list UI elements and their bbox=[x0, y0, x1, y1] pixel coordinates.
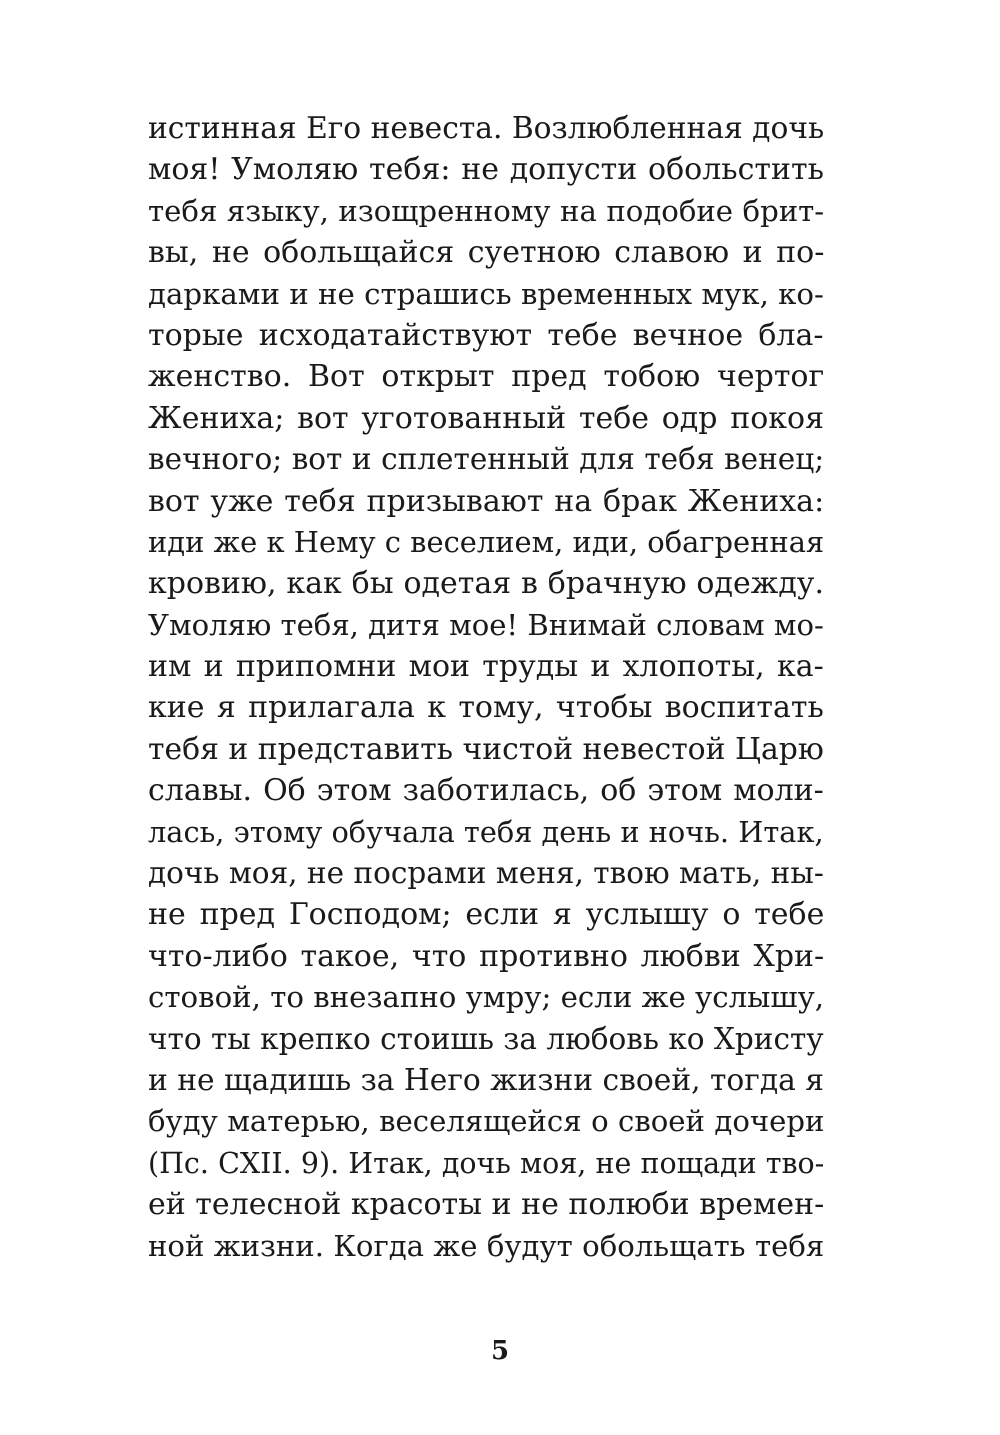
text-line: стовой, то внезапно умру; если же услышу, bbox=[148, 980, 825, 1015]
text-line: что-либо такое, что противно любви Хри- bbox=[148, 938, 825, 974]
text-line: кровию, как бы одетая в брачную одежду. bbox=[148, 566, 824, 602]
page-number: 5 bbox=[490, 1336, 510, 1366]
text-line: вечного; вот и сплетенный для тебя венец; bbox=[148, 442, 825, 477]
text-line: тебя и представить чистой невестой Царю bbox=[148, 731, 824, 767]
text-line: и не щадишь за Него жизни своей, тогда я bbox=[148, 1062, 824, 1098]
text-line: буду матерью, веселящейся о своей дочери bbox=[148, 1104, 825, 1139]
text-line: женство. Вот открыт пред тобою чертог bbox=[148, 359, 825, 395]
body-text bbox=[148, 108, 824, 1267]
text-line: лась, этому обучала тебя день и ночь. Итак, bbox=[148, 814, 824, 849]
text-line: дарками и не страшись временных мук, ко- bbox=[148, 276, 824, 311]
text-line: им и припомни мои труды и хлопоты, ка- bbox=[148, 649, 824, 685]
text-line: ей телесной красоты и не полюби времен- bbox=[148, 1187, 825, 1223]
text-line: Умоляю тебя, дитя мое! Внимай словам мо- bbox=[148, 607, 824, 642]
text-line: ной жизни. Когда же будут обольщать тебя bbox=[148, 1228, 825, 1263]
text-line: тебя языку, изощренному на подобие брит- bbox=[148, 193, 825, 228]
text-line: не пред Господом; если я услышу о тебе bbox=[148, 897, 825, 933]
text-line: моя! Умоляю тебя: не допусти обольстить bbox=[148, 152, 824, 188]
text-line: вы, не обольщайся суетною славою и по- bbox=[148, 235, 825, 271]
text-line: (Пс. CXII. 9). Итак, дочь моя, не пощади тво- bbox=[148, 1146, 825, 1180]
text-line: истинная Его невеста. Возлюбленная дочь bbox=[148, 111, 825, 146]
text-line: славы. Об этом заботилась, об этом моли- bbox=[148, 773, 824, 809]
text-line: иди же к Нему с веселием, иди, обагренная bbox=[148, 524, 825, 559]
text-line: что ты крепко стоишь за любовь ко Христу bbox=[148, 1021, 824, 1056]
text-line: Жениха; вот уготованный тебе одр покоя bbox=[148, 400, 825, 436]
text-line: вот уже тебя призывают на брак Жениха: bbox=[148, 483, 825, 519]
text-line: торые исходатайствуют тебе вечное бла- bbox=[148, 317, 824, 353]
text-line: дочь моя, не посрами меня, твою мать, ны- bbox=[148, 856, 824, 891]
text-line: кие я прилагала к тому, чтобы воспитать bbox=[148, 690, 824, 726]
